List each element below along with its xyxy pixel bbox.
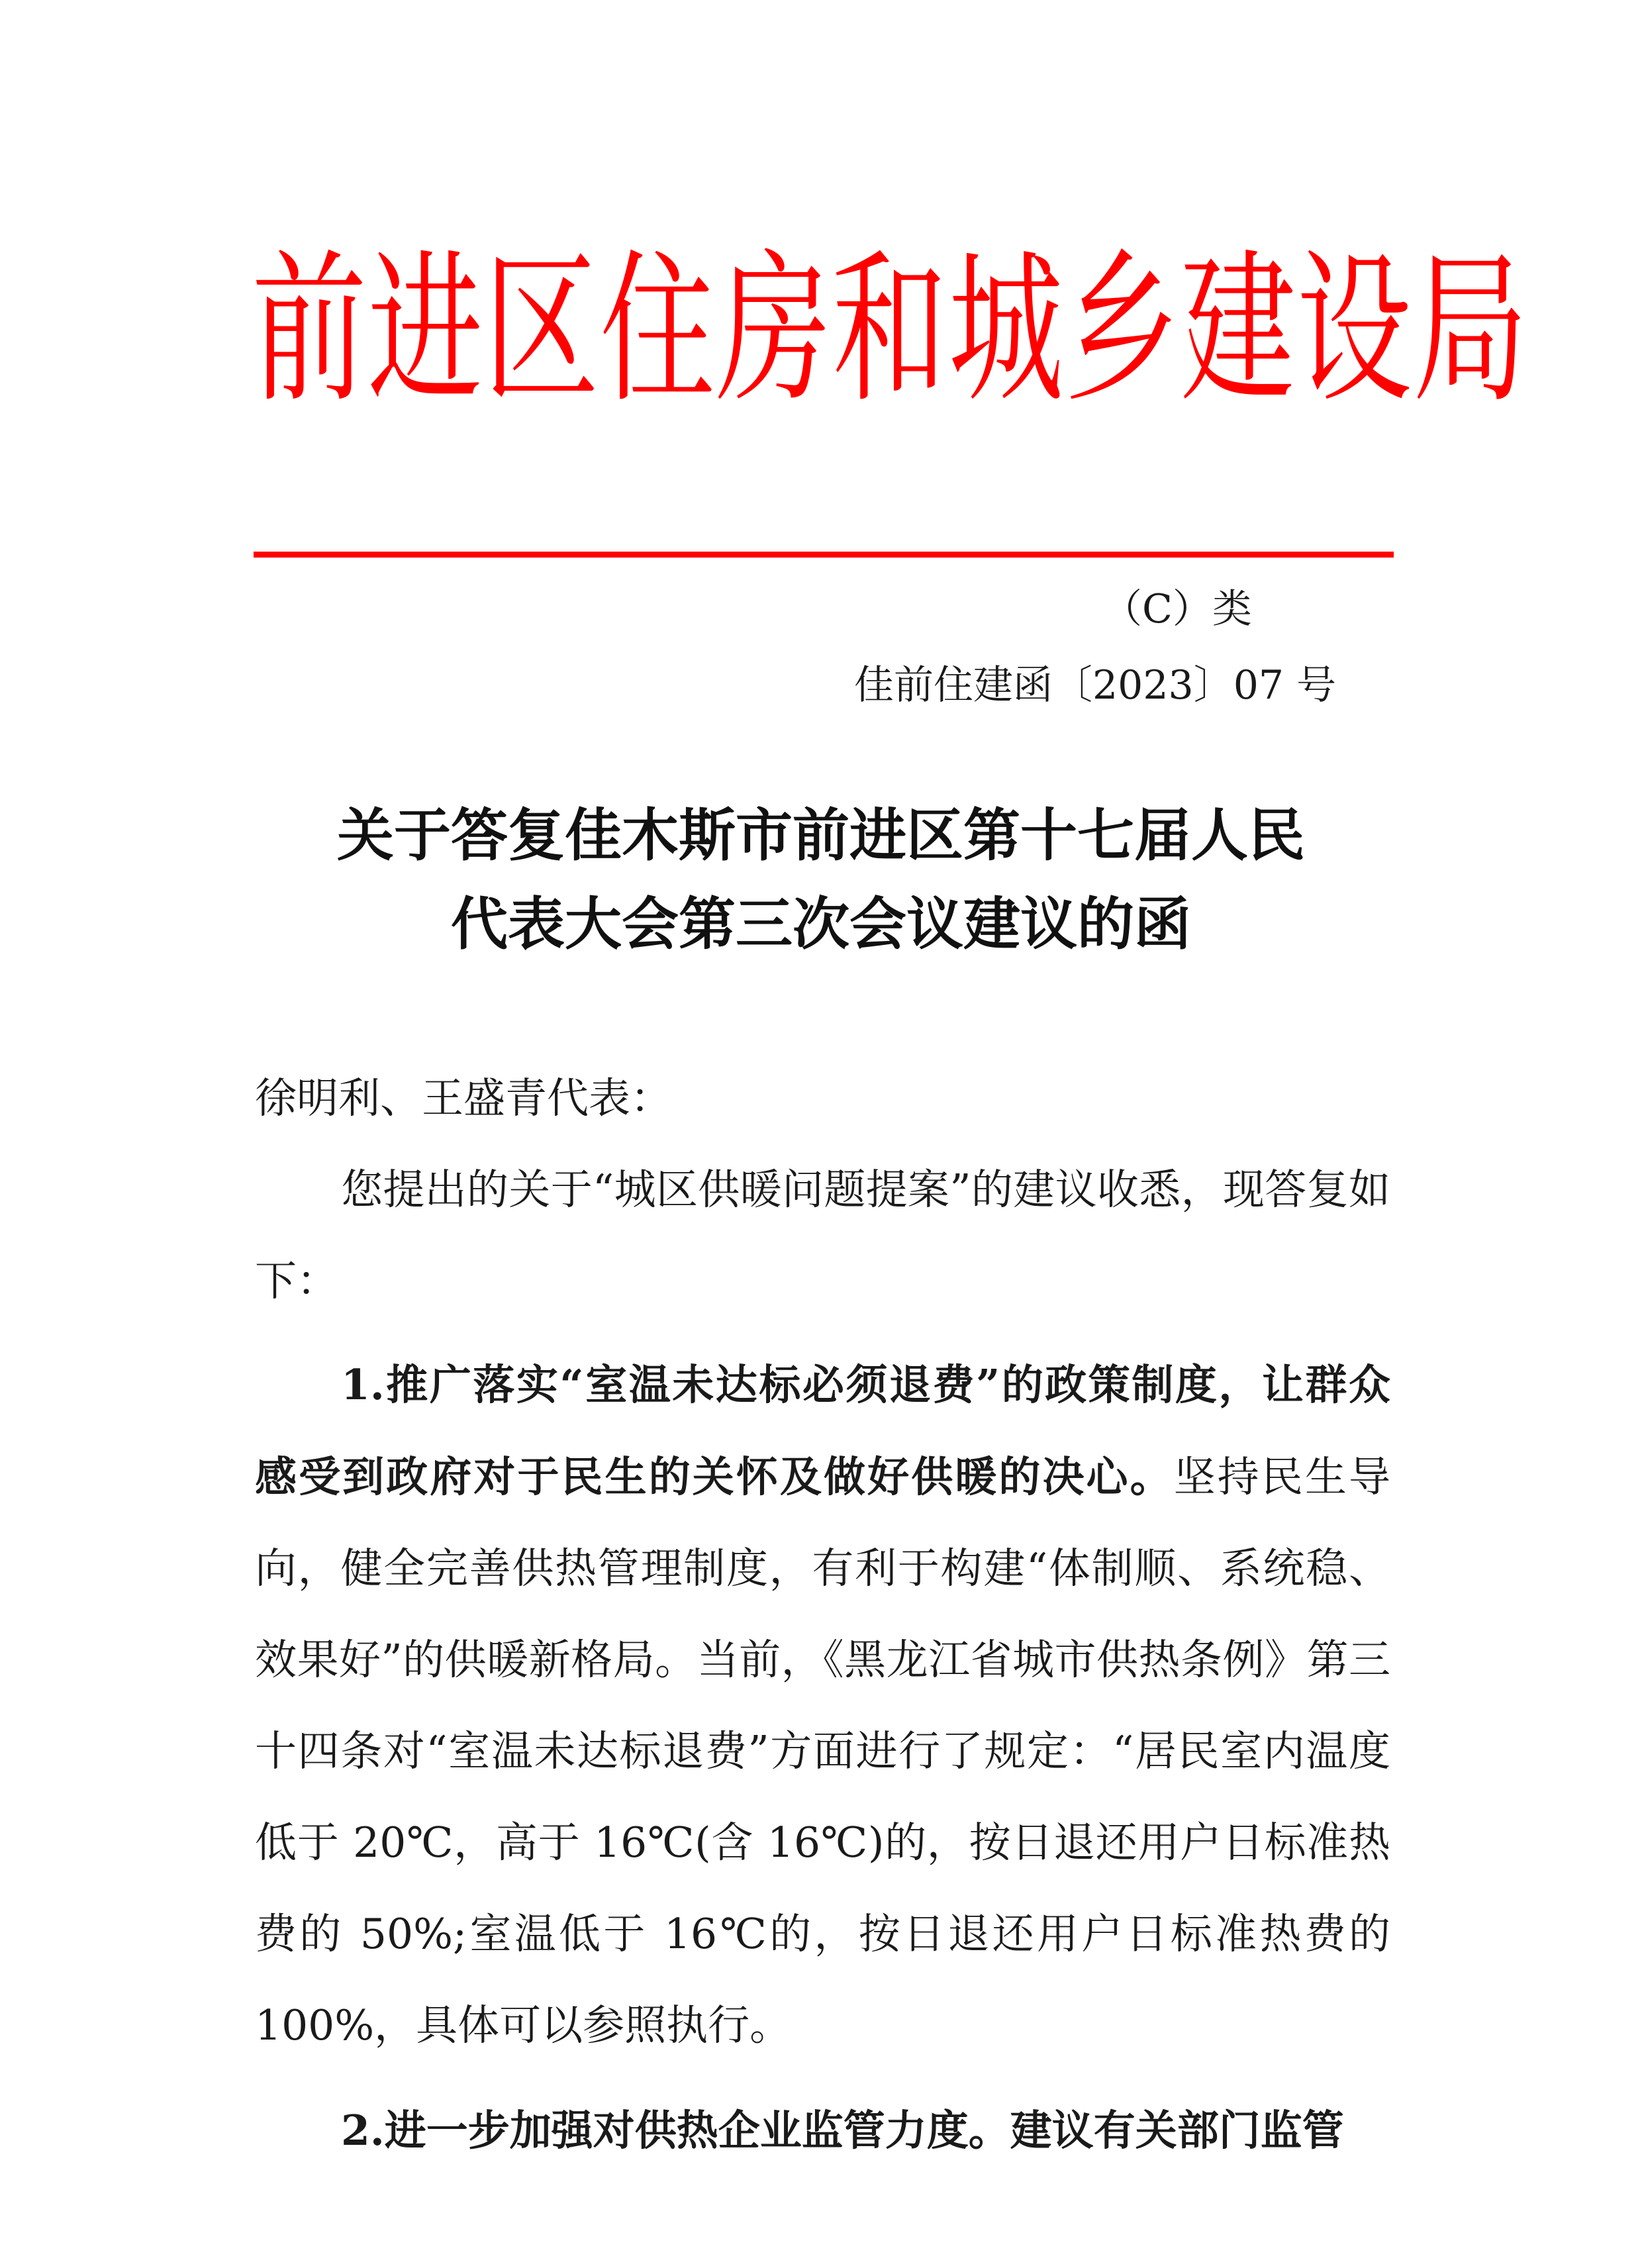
item-2-paragraph <box>255 2085 1390 2177</box>
item-1-text: 坚持民生导向，健全完善供热管理制度，有利于构建“体制顺、系统稳、效果好”的供暖新格局。当前，《黑龙江省城市供热条例》第三十四条对“室温未达标退费”方面进行了规定：“居民室内温度低于 20℃，高于 16℃(含 16℃)的，按日退还用户日标准热费的 50%;室温低于 16℃的，按日退还用户日标准热费的100%，具体可以参照执行。 <box>255 1453 1391 2049</box>
document-number: 佳前住建函〔2023〕07 号 <box>854 662 1337 709</box>
document-title <box>199 791 1443 969</box>
letterhead-title: 前进区住房和城乡建设局 <box>252 234 1529 425</box>
item-1-paragraph <box>255 1339 1390 2071</box>
document-body <box>255 1053 1390 2177</box>
document-title-line-1: 关于答复佳木斯市前进区第十七届人民 <box>337 803 1305 869</box>
intro-paragraph: 您提出的关于“城区供暖问题提案”的建议收悉，现答复如下： <box>255 1165 1390 1305</box>
salutation: 徐明利、王盛青代表： <box>255 1074 672 1122</box>
document-title-line-2: 代表大会第三次会议建议的函 <box>451 891 1191 958</box>
letterhead-red-rule <box>254 552 1394 558</box>
item-2-heading: 2.进一步加强对供热企业监管力度。建议有关部门监管 <box>341 2106 1344 2155</box>
item-1-heading: 1.推广落实“室温未达标必须退费”的政策制度，让群众感受到政府对于民生的关怀及做好供暖的决心。 <box>255 1360 1390 1501</box>
document-category: （C）类 <box>1102 586 1252 632</box>
